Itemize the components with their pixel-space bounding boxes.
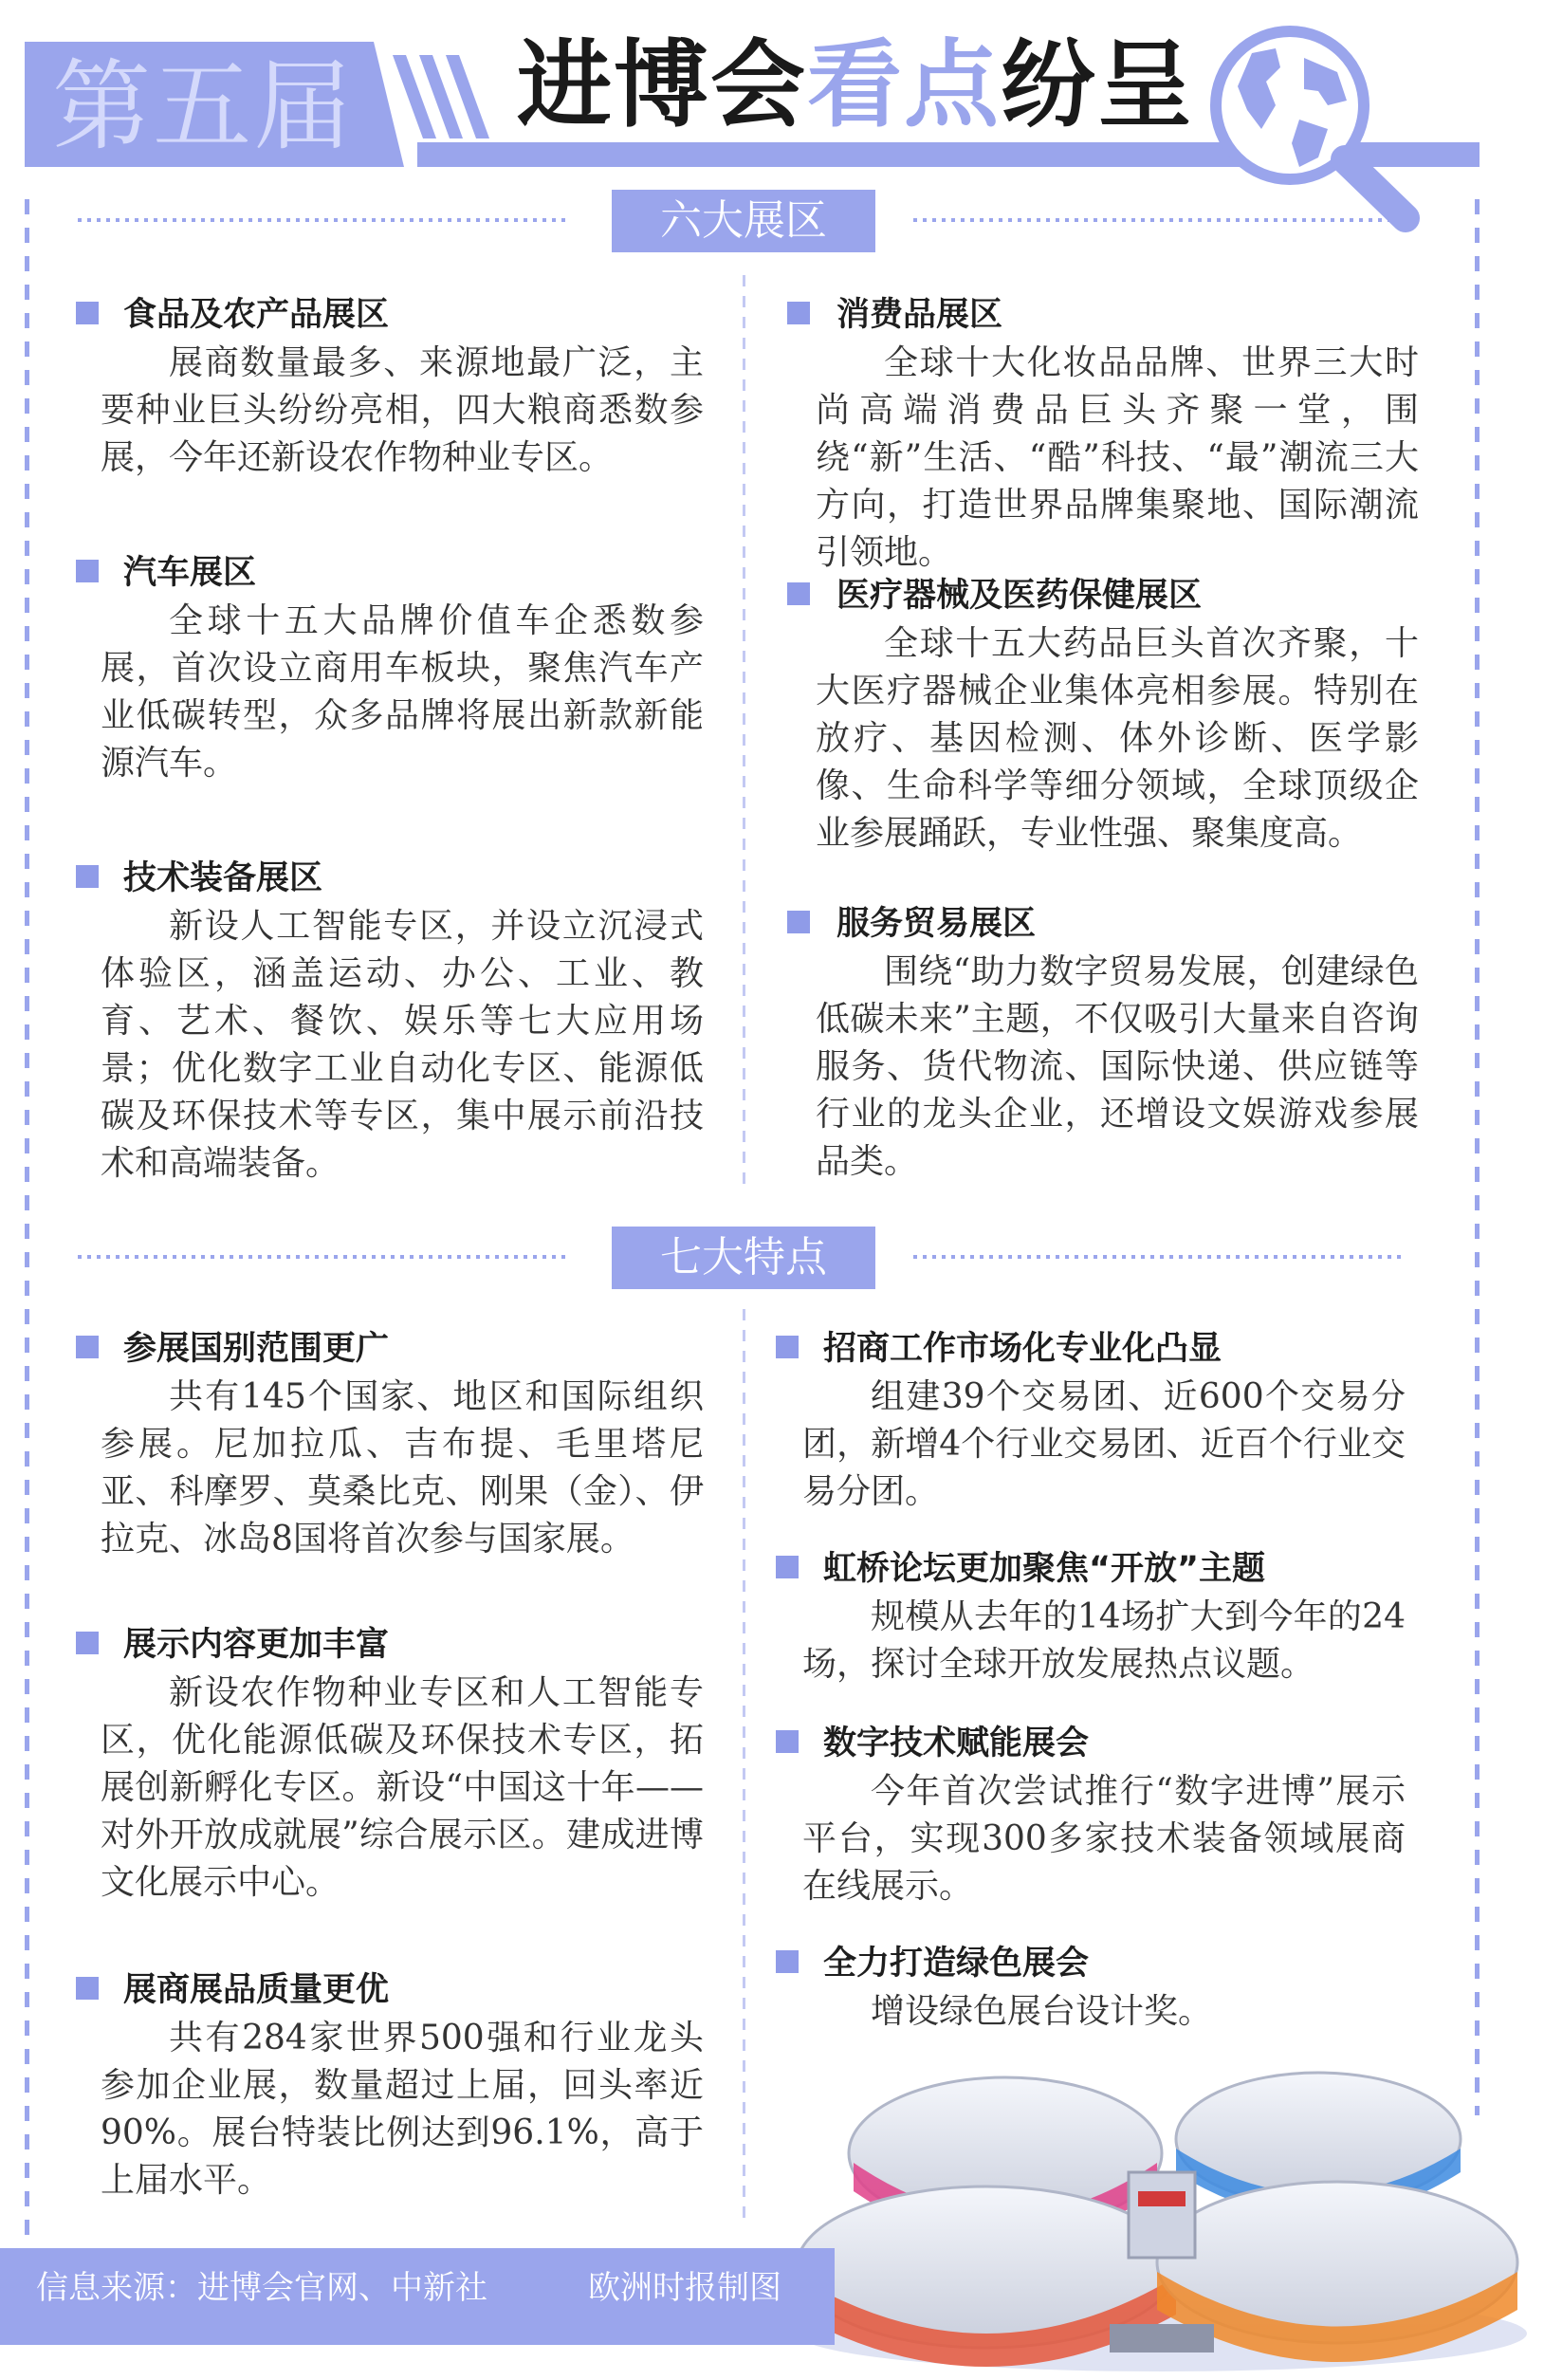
frame-right [1475,199,1480,2115]
feature-body: 规模从去年的14场扩大到今年的24场，探讨全球开放发展热点议题。 [802,1597,1406,1684]
divider-right [913,1255,1406,1259]
feature-heading: 招商工作市场化专业化凸显 [823,1330,1222,1368]
zone-heading: 技术装备展区 [123,859,323,897]
venue-illustration [787,2049,1536,2376]
footer-credit: 欧洲时报制图 [588,2269,781,2307]
bullet-square-icon [776,1730,799,1753]
globe-magnifier-icon [1186,15,1442,233]
feature-body: 共有284家世界500强和行业龙头参加企业展，数量超过上届，回头率近90%。展台特装比例达到96.1%，高于上届水平。 [101,2019,704,2200]
column-divider [743,1309,745,2220]
feature-heading: 参展国别范围更广 [123,1330,390,1368]
bullet-square-icon [776,1950,799,1973]
feature-body: 新设农作物种业专区和人工智能专区，优化能源低碳及环保技术专区，拓展创新孵化专区。新设“中国这十年——对外开放成就展”综合展示区。建成进博文化展示中心。 [101,1673,704,1902]
edition-label: 第五届 [52,48,355,164]
feature-heading: 虹桥论坛更加聚焦“开放”主题 [823,1550,1266,1588]
bullet-square-icon [776,1336,799,1358]
bullet-square-icon [776,1556,799,1578]
bullet-square-icon [76,865,99,888]
feature-body: 今年首次尝试推行“数字进博”展示平台，实现300多家技术装备领域展商在线展示。 [802,1772,1406,1906]
frame-left [25,199,29,2248]
feature-body: 共有145个国家、地区和国际组织参展。尼加拉瓜、吉布提、毛里塔尼亚、科摩罗、莫桑比克、刚果（金）、伊拉克、冰岛8国将首次参与国家展。 [101,1377,704,1559]
bullet-square-icon [76,1977,99,2000]
feature-heading: 数字技术赋能展会 [823,1725,1090,1762]
footer-source: 信息来源：进博会官网、中新社 [36,2269,487,2307]
section-label-zones: 六大展区 [612,190,875,252]
divider-right [913,218,1406,222]
zone-body: 新设人工智能专区，并设立沉浸式体验区，涵盖运动、办公、工业、教育、艺术、餐饮、娱乐等七大应用场景；优化数字工业自动化专区、能源低碳及环保技术等专区，集中展示前沿技术和高端装备。 [101,907,704,1183]
title-part-3: 纷呈 [1001,29,1194,140]
page-title [517,28,1194,142]
zone-heading: 医疗器械及医药保健展区 [836,577,1203,615]
title-part-highlight: 看点 [807,29,1001,140]
zone-heading: 汽车展区 [123,554,257,592]
feature-body: 组建39个交易团、近600个交易分团，新增4个行业交易团、近百个行业交易分团。 [802,1377,1406,1511]
zone-body: 全球十五大品牌价值车企悉数参展，首次设立商用车板块，聚焦汽车产业低碳转型，众多品牌将展出新款新能源汽车。 [101,601,704,783]
feature-heading: 展示内容更加丰富 [123,1626,390,1664]
zone-body: 围绕“助力数字贸易发展，创建绿色低碳未来”主题，不仅吸引大量来自咨询服务、货代物流、国际快递、供应链等行业的龙头企业，还增设文娱游戏参展品类。 [816,952,1419,1181]
bullet-square-icon [76,1336,99,1358]
zone-body: 全球十大化妆品品牌、世界三大时尚高端消费品巨头齐聚一堂，围绕“新”生活、“酷”科技、“最”潮流三大方向，打造世界品牌集聚地、国际潮流引领地。 [816,343,1419,572]
column-divider [743,275,745,1186]
bullet-square-icon [76,560,99,582]
divider-left [78,1255,571,1259]
bullet-square-icon [787,911,810,933]
zone-heading: 食品及农产品展区 [123,296,390,334]
divider-left [78,218,571,222]
bullet-square-icon [787,302,810,324]
bullet-square-icon [76,302,99,324]
zone-heading: 消费品展区 [836,296,1003,334]
feature-heading: 展商展品质量更优 [123,1971,390,2009]
zone-body: 全球十五大药品巨头首次齐聚，十大医疗器械企业集体亮相参展。特别在放疗、基因检测、体外诊断、医学影像、生命科学等细分领域，全球顶级企业参展踊跃，专业性强、聚集度高。 [816,624,1419,853]
bullet-square-icon [76,1632,99,1654]
bullet-square-icon [787,582,810,605]
section-label-features: 七大特点 [612,1227,875,1289]
zone-heading: 服务贸易展区 [836,905,1037,943]
title-part-1: 进博会 [517,29,807,140]
zone-body: 展商数量最多、来源地最广泛，主要种业巨头纷纷亮相，四大粮商悉数参展，今年还新设农作物种业专区。 [101,343,704,477]
feature-body: 增设绿色展台设计奖。 [871,1992,1213,2031]
feature-heading: 全力打造绿色展会 [823,1945,1090,1983]
